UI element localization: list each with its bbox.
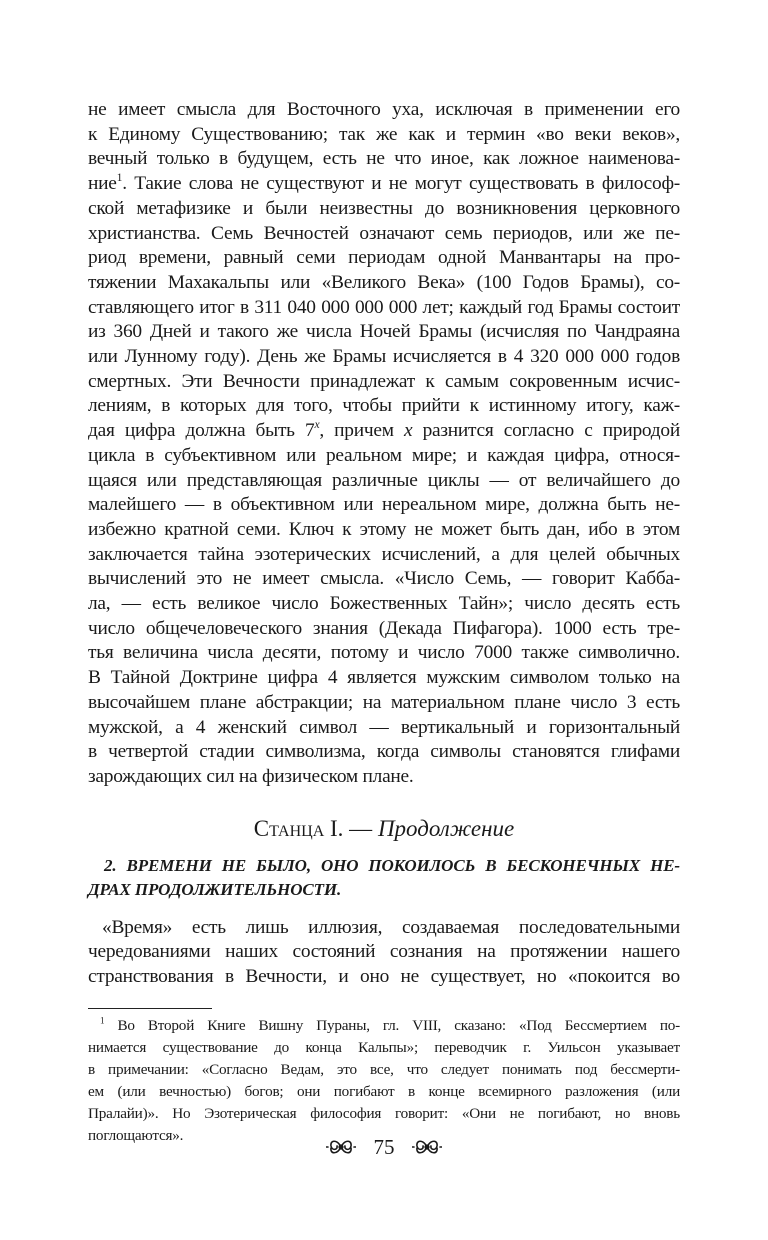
text-line: странствования в Вечности, и оно не существует, но «покоится во (88, 966, 680, 988)
page-number: 75 (373, 1135, 395, 1160)
text-line: мужской, а 4 женский символ — вертикальный и горизонтальный (88, 716, 680, 738)
text-line: «Время» есть лишь иллюзия, создаваемая последовательными (102, 916, 680, 938)
footnote-line: ем (или вечностью) богов; они погибают в конце всемирного разложения (или (88, 1082, 680, 1100)
footnote-line: в примечании: «Согласно Ведам, это все, что следует понимать под бессмерти- (88, 1060, 680, 1078)
text-line: вычислений это не имеет смысла. «Число Семь, — говорит Каббa- (88, 568, 680, 590)
footnote-marker: 1 (100, 1015, 105, 1026)
text-line: или Лунному году). День же Брамы исчисляется в 4 320 000 000 годов (88, 346, 680, 368)
book-page (88, 98, 680, 1147)
stanza-verse (88, 854, 680, 902)
text-line: в четвертой стадии символизма, когда символы становятся глифами (88, 741, 680, 763)
footnote-line: Пралайи)». Но Эзотерическая философия говорит: «Они не погибают, но вновь (88, 1104, 680, 1122)
footnote-line: поглощаются». (88, 1126, 184, 1144)
text-line: тяжении Махакальпы или «Великого Века» (100 Годов Брамы), со- (88, 271, 680, 293)
footnote-line: нимается существование до конца Кальпы»; переводчик г. Уильсон указывает (88, 1038, 680, 1056)
heading-title: Продолжение (377, 815, 515, 841)
text-line: христианства. Семь Вечностей означают семь периодов, или же пе- (88, 222, 680, 244)
page-footer (0, 1130, 768, 1162)
text-line: ставляющего итог в 311 040 000 000 000 лет; каждый год Брамы состоит (88, 296, 680, 318)
variable-x: x (403, 420, 413, 442)
text-line: риод времени, равный семи периодам одной Манвантары на про- (88, 247, 680, 269)
text-line: число общечеловеческого знания (Декада Пифагора). 1000 есть тре- (88, 617, 680, 639)
footnote-divider (88, 1008, 212, 1009)
footnote (88, 1015, 680, 1147)
section-heading (88, 814, 680, 844)
text-line: щаяся или представляющая различные циклы — от величайшего до (88, 469, 680, 491)
text-line: заключается тайна эзотерических исчислений, а для целей обычных (88, 543, 680, 565)
text-line: к Единому Существованию; так же как и термин «во веки веков», (88, 123, 680, 145)
text-line: смертных. Эти Вечности принадлежат к самым сокровенным исчис- (88, 370, 680, 392)
text-line: малейшего — в объективном или нереальном мире, должна быть не- (88, 494, 680, 516)
text-line: В Тайной Доктрине цифра 4 является мужским символом только на (88, 667, 680, 689)
text-line: ла, — есть великое число Божественных Тайн»; число десять есть (88, 593, 680, 615)
text-line: дая цифра должна быть 7$^x$, причем x разнится согласно с природой (88, 418, 680, 442)
floral-ornament-icon (326, 1136, 356, 1158)
text-line: вечный только в будущем, есть не что иное, как ложное наименова- (88, 148, 680, 170)
stanza-line: 2. ВРЕМЕНИ НЕ БЫЛО, ОНО ПОКОИЛОСЬ В БЕСКОНЕЧНЫХ НЕ- (104, 855, 680, 875)
text-line: не имеет смысла для Восточного уха, исключая в применении его (88, 99, 680, 120)
exponent: x (314, 418, 320, 431)
text-line: лениям, в которых для того, чтобы прийти к истинному итогу, каж- (88, 395, 680, 417)
text-line: тья величина числа десяти, потому и число 7000 также символично. (88, 642, 680, 664)
text-line: избежно кратной семи. Ключ к этому не может быть дан, ибо в этом (88, 518, 680, 540)
main-paragraph (88, 98, 680, 790)
text-line: ской метафизике и были неизвестны до возникновения церковного (88, 197, 680, 219)
footnote-line: $^1$ Во Второй Книге Вишну Пураны, гл. VIII, сказано: «Под Бессмертием по- (100, 1015, 680, 1034)
footnote-reference[interactable]: 1 (116, 170, 123, 184)
floral-ornament-icon (412, 1136, 442, 1158)
commentary-paragraph (88, 916, 680, 990)
heading-prefix: Станца I. — (253, 815, 378, 841)
text-line: ние$^1$. Такие слова не существуют и не могут существовать в философ- (88, 170, 680, 195)
text-line: зарождающих сил на физическом плане. (88, 765, 414, 787)
text-line: цикла в субъективном или реальном мире; и каждая цифра, относя- (88, 444, 680, 466)
stanza-line: ДРАХ ПРОДОЛЖИТЕЛЬНОСТИ. (88, 879, 342, 899)
text-line: высочайшем плане абстракции; на материальном плане число 3 есть (88, 691, 680, 713)
text-line: чередованиями наших состояний сознания на протяжении нашего (88, 941, 680, 963)
text-line: из 360 Дней и такого же числа Ночей Брамы (исчисляя по Чандраяна (88, 321, 680, 343)
